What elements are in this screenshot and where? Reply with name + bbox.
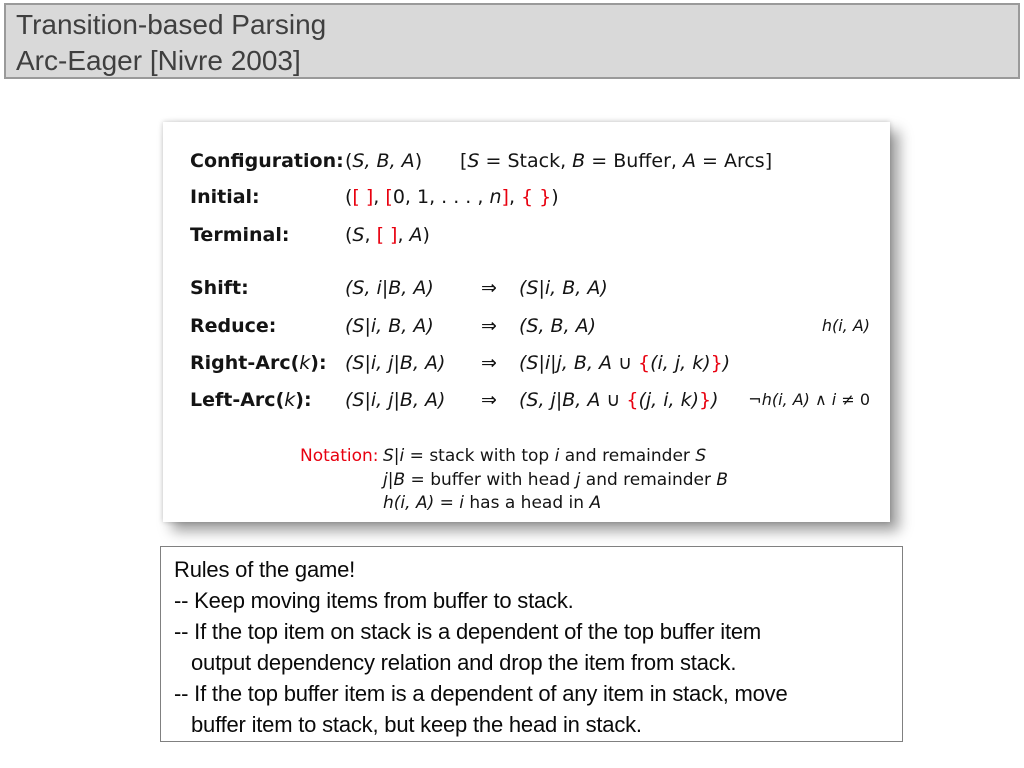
left-arc-before: (S|i, j|B, A) (345, 389, 446, 411)
parser-transition-figure (163, 122, 890, 522)
reduce-condition: h(i, A) (821, 316, 870, 335)
shift-after: (S|i, B, A) (519, 277, 608, 299)
slide-title-box (4, 3, 1020, 79)
terminal-formula: (S, [ ], A) (345, 224, 430, 246)
left-arc-label: Left-Arc(k): (190, 389, 312, 411)
rule-line-continuation: buffer item to stack, but keep the head in stack. (191, 712, 642, 737)
rule-line: -- If the top buffer item is a dependent of any item in stack, move (174, 681, 788, 706)
configuration-label: Configuration: (190, 150, 344, 172)
figure-row-reduce (163, 312, 890, 340)
figure-row-terminal (163, 221, 890, 249)
right-arc-label: Right-Arc(k): (190, 352, 327, 374)
notation-line-buffer: j|B = buffer with head j and remainder B (383, 470, 729, 490)
implies-arrow: ⇒ (481, 277, 497, 299)
right-arc-before: (S|i, j|B, A) (345, 352, 446, 374)
figure-row-right-arc (163, 349, 890, 377)
notation-line-stack: S|i = stack with top i and remainder S (383, 446, 707, 466)
figure-row-left-arc (163, 386, 890, 414)
figure-row-initial (163, 183, 890, 211)
rule-line: -- Keep moving items from buffer to stack. (174, 588, 574, 613)
implies-arrow: ⇒ (481, 315, 497, 337)
rules-heading: Rules of the game! (174, 557, 356, 582)
figure-row-configuration (163, 147, 890, 175)
slide-title-line2: Arc-Eager [Nivre 2003] (16, 45, 301, 76)
reduce-before: (S|i, B, A) (345, 315, 434, 337)
reduce-after: (S, B, A) (519, 315, 597, 337)
implies-arrow: ⇒ (481, 352, 497, 374)
initial-formula: ([ ], [0, 1, . . . , n], { }) (345, 186, 559, 208)
shift-before: (S, i|B, A) (345, 277, 434, 299)
left-arc-after: (S, j|B, A ∪ {(j, i, k)}) (519, 389, 719, 411)
left-arc-condition: ¬h(i, A) ∧ i ≠ 0 (748, 390, 870, 409)
rules-of-the-game-box (160, 546, 903, 742)
configuration-formula: (S, B, A) (345, 150, 423, 172)
rule-line-continuation: output dependency relation and drop the item from stack. (191, 650, 737, 675)
slide-title-line1: Transition-based Parsing (16, 9, 327, 40)
reduce-label: Reduce: (190, 315, 277, 337)
implies-arrow: ⇒ (481, 389, 497, 411)
shift-label: Shift: (190, 277, 249, 299)
right-arc-after: (S|i|j, B, A ∪ {(i, j, k)}) (519, 352, 731, 374)
initial-label: Initial: (190, 186, 260, 208)
configuration-note: [S = Stack, B = Buffer, A = Arcs] (460, 150, 773, 172)
notation-label: Notation: (300, 446, 379, 466)
rule-line: -- If the top item on stack is a dependent of the top buffer item (174, 619, 762, 644)
terminal-label: Terminal: (190, 224, 290, 246)
notation-line-head: h(i, A) = i has a head in A (383, 493, 602, 513)
figure-row-shift (163, 274, 890, 302)
